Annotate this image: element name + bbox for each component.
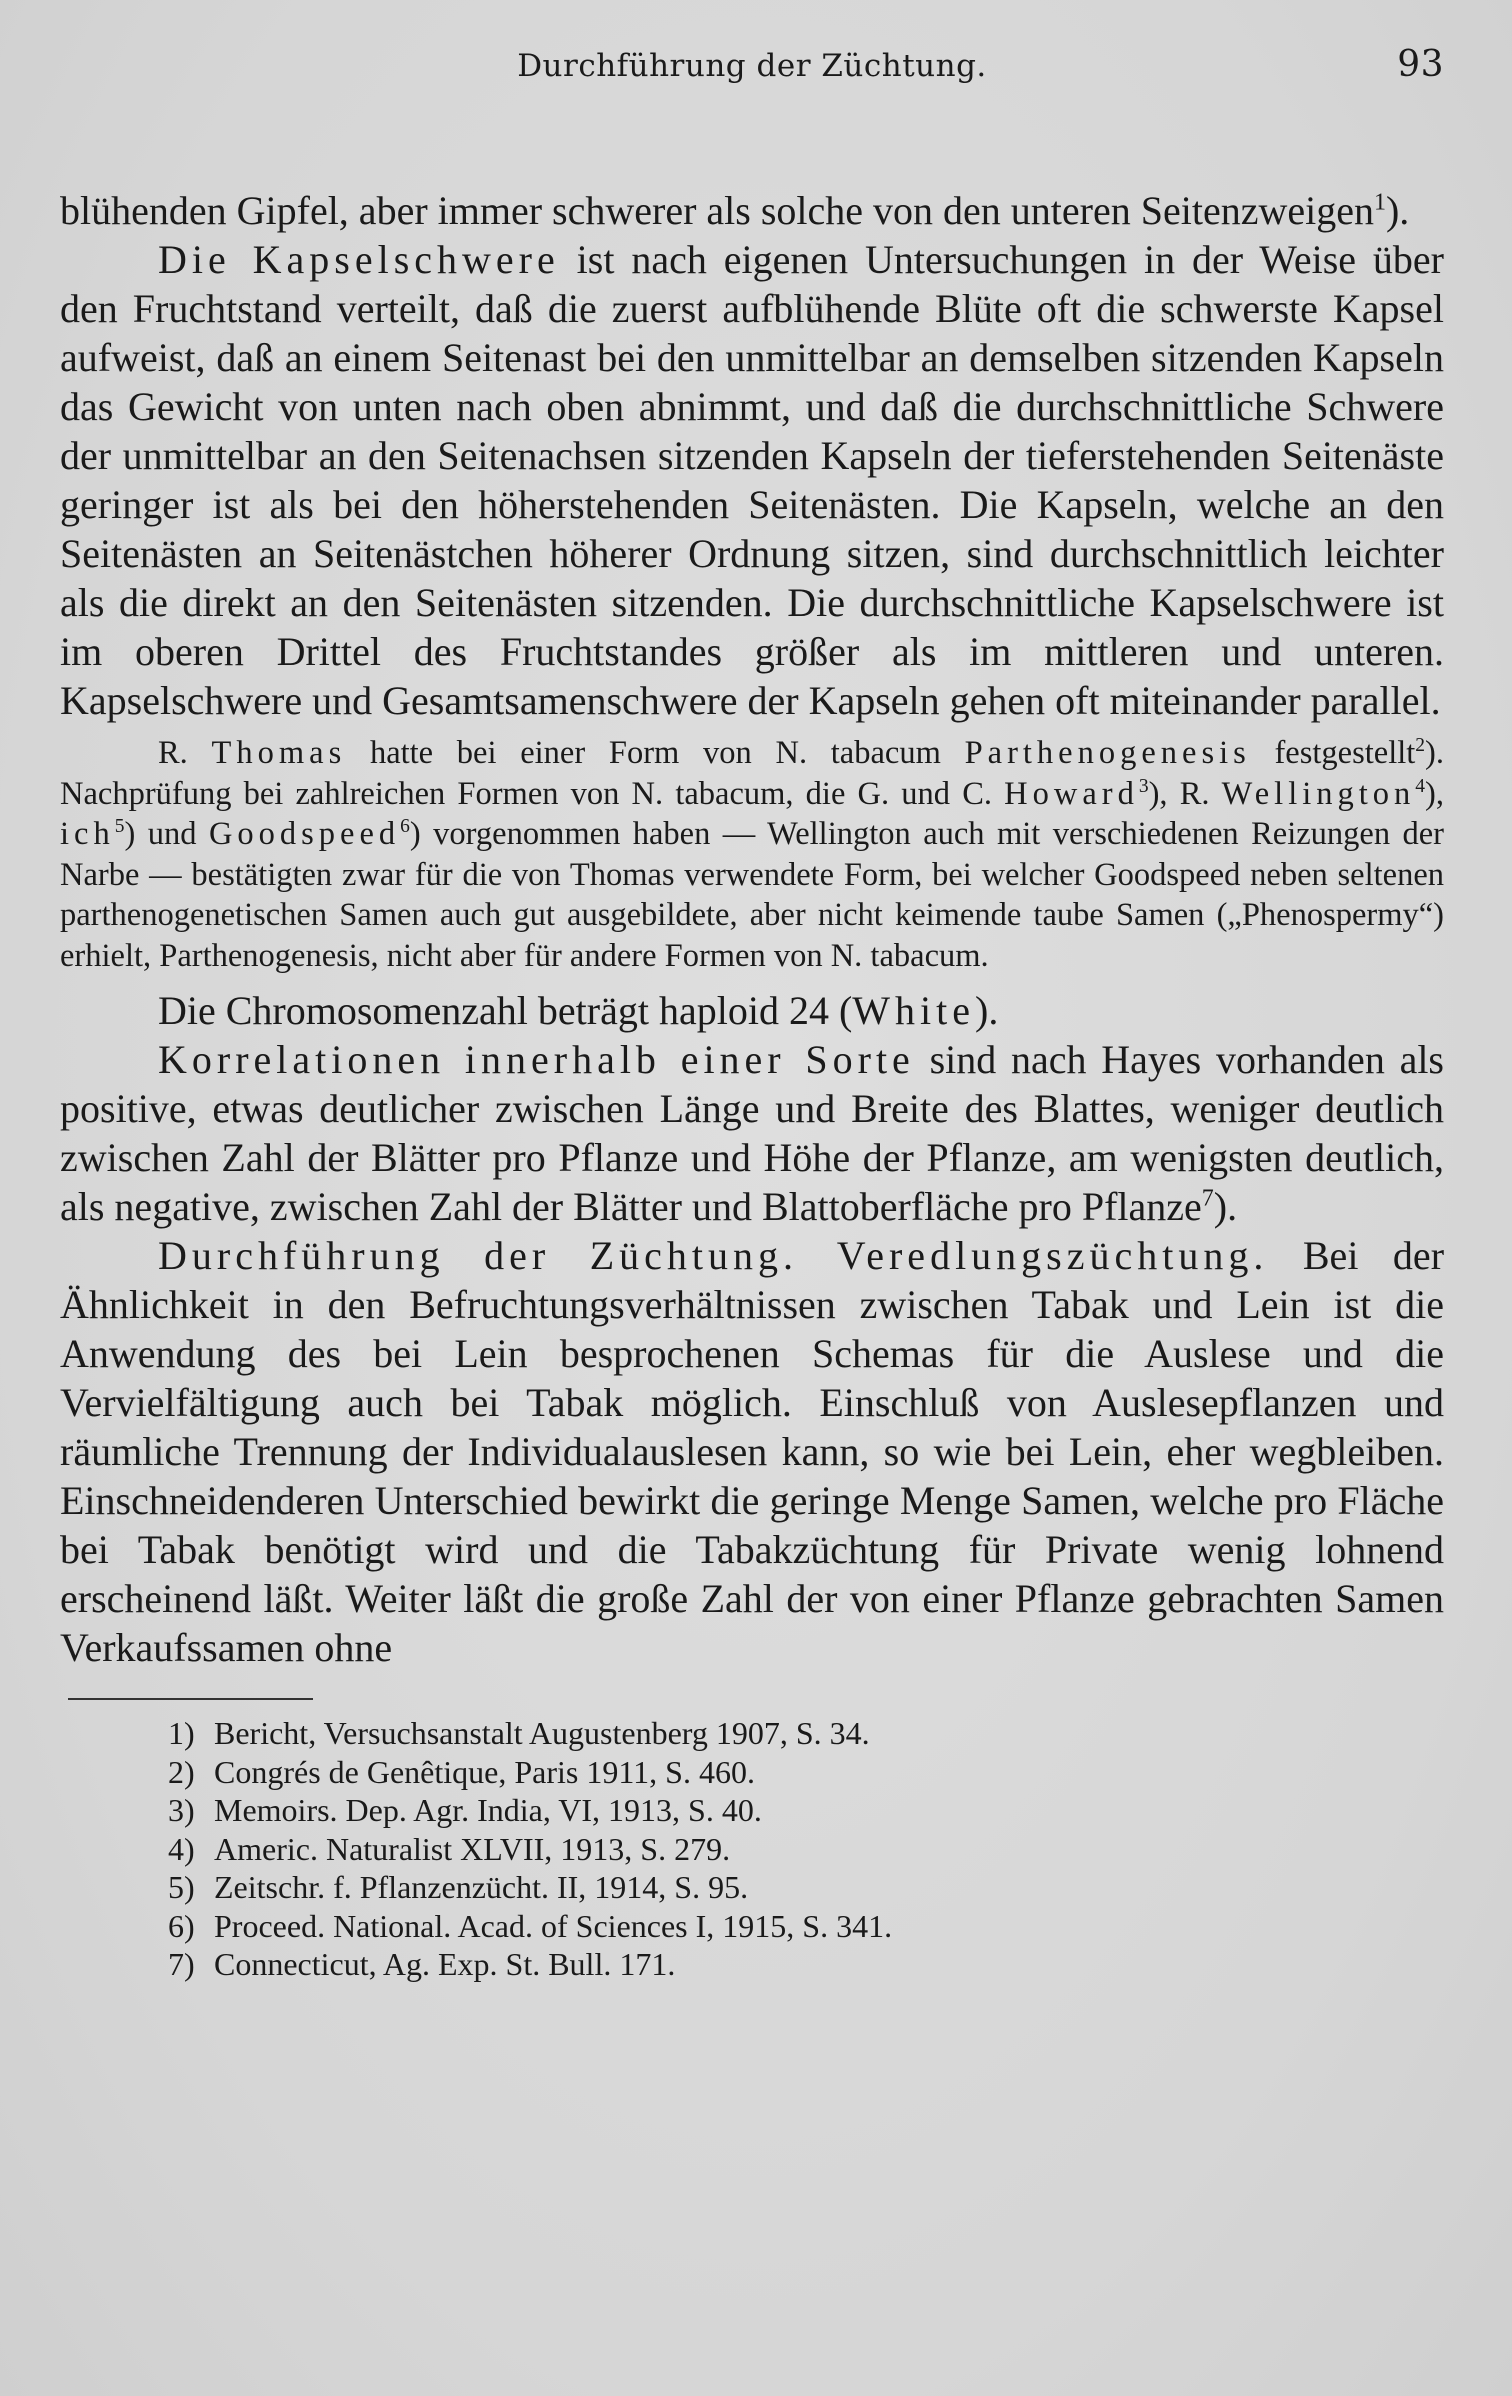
text-run: R. bbox=[158, 735, 212, 771]
text-run: festgestellt bbox=[1250, 735, 1416, 771]
footnote bbox=[168, 1714, 1444, 1753]
footnote-mark: 2) bbox=[168, 1753, 195, 1790]
paragraph-text: blühenden Gipfel, aber immer schwerer als solche von den unteren Seitenzweigen bbox=[60, 188, 1374, 233]
page-number: 93 bbox=[1397, 44, 1444, 85]
text-run: hatte bei einer Form von N. tabacum bbox=[346, 735, 965, 771]
correlation-paragraph bbox=[60, 1035, 1444, 1231]
main-text-continued bbox=[60, 986, 1444, 1672]
footnote-mark: 6) bbox=[168, 1907, 195, 1944]
footnote bbox=[168, 1791, 1444, 1830]
paragraph-kapselschwere bbox=[60, 235, 1444, 725]
footnote-mark: 1) bbox=[168, 1715, 195, 1751]
spaced-emphasis: Korrelationen innerhalb einer Sorte bbox=[158, 1037, 915, 1082]
footnote-rule bbox=[68, 1698, 313, 1700]
spaced-emphasis: Parthenogenesis bbox=[964, 735, 1251, 771]
author-name: White bbox=[852, 988, 976, 1033]
running-head-title: Durchführung der Züchtung. bbox=[517, 48, 987, 84]
text-run: ), bbox=[1425, 775, 1444, 812]
author-name: Wellington bbox=[1221, 775, 1416, 812]
small-print-section bbox=[60, 733, 1444, 976]
footnote bbox=[168, 1830, 1444, 1869]
text-run: ) und bbox=[124, 816, 209, 852]
footnote-text: Americ. Naturalist XLVII, 1913, S. 279. bbox=[214, 1830, 731, 1867]
author-name: Howard bbox=[1004, 775, 1139, 812]
footnote-mark: 5) bbox=[168, 1869, 195, 1905]
footnote bbox=[168, 1907, 1444, 1946]
footnote-text: Bericht, Versuchsanstalt Augustenberg 1907, S. 34. bbox=[214, 1715, 870, 1751]
footnote-text: Proceed. National. Acad. of Sciences I, 1915, S. 341. bbox=[214, 1907, 893, 1944]
footnotes bbox=[60, 1714, 1444, 1984]
footnote-mark: 3) bbox=[168, 1792, 195, 1828]
footnote-ref: 1 bbox=[1373, 189, 1386, 216]
footnote-mark: 7) bbox=[168, 1946, 195, 1982]
text-run: Bei der Ähnlichkeit in den Befruchtungsverhältnissen zwischen Tabak und Lein ist die Anwendung des bei Lein besprochenen Schemas für die Auslese und die Vervielfältigung auch bei Tabak möglich. Einschluß von Auslesepflanzen und räumliche Trennung der Individualauslesen kann, so wie bei Lein, eher wegbleiben. Einschneidenderen Unterschied bewirkt die geringe Menge Samen, welche pro Fläche bei Tabak benötigt wird und die Tabakzüchtung für Private wenig lohnend erscheinend läßt. Weiter läßt die große Zahl der von einer Pflanze gebrachten Samen Verkaufssamen ohne bbox=[60, 1233, 1445, 1670]
footnote-mark: 4) bbox=[168, 1830, 195, 1867]
paragraph-continued bbox=[60, 186, 1444, 235]
author-name: ich bbox=[60, 816, 115, 852]
footnote-text: Congrés de Genêtique, Paris 1911, S. 460. bbox=[214, 1753, 755, 1790]
main-text bbox=[60, 186, 1444, 725]
footnote-ref: 7 bbox=[1201, 1185, 1214, 1212]
footnote-ref: 6 bbox=[400, 816, 410, 838]
author-name: Thomas bbox=[211, 735, 347, 771]
text-run: ). bbox=[1213, 1184, 1238, 1229]
paragraph-text: ). bbox=[1385, 188, 1410, 233]
running-head bbox=[60, 40, 1444, 110]
footnote bbox=[168, 1868, 1444, 1907]
text-run: ), R. bbox=[1148, 775, 1222, 812]
subsection-heading-inline: Veredlungszüchtung. bbox=[798, 1233, 1269, 1278]
footnote-ref: 2 bbox=[1415, 735, 1426, 757]
footnote-ref: 3 bbox=[1138, 775, 1149, 797]
footnote-text: Memoirs. Dep. Agr. India, VI, 1913, S. 40. bbox=[214, 1792, 762, 1828]
text-run: Die Chromosomenzahl beträgt haploid 24 ( bbox=[158, 988, 853, 1033]
footnote bbox=[168, 1945, 1444, 1984]
footnote-text: Zeitschr. f. Pflanzenzücht. II, 1914, S. 95. bbox=[214, 1869, 749, 1905]
section-heading-inline: Durchführung der Züchtung. bbox=[158, 1233, 798, 1278]
breeding-paragraph bbox=[60, 1231, 1444, 1672]
text-run: ). Nachprüfung bei zahlreichen Formen von N. tabacum, die G. und C. bbox=[60, 735, 1444, 812]
footnote bbox=[168, 1753, 1444, 1792]
chromosome-paragraph bbox=[60, 986, 1444, 1035]
text-run: ). bbox=[975, 988, 999, 1033]
footnote-text: Connecticut, Ag. Exp. St. Bull. 171. bbox=[214, 1946, 676, 1982]
text-run: ) vorgenommen haben — Wellington auch mit verschiedenen Reizungen der Narbe — bestätigten zwar für die von Thomas verwendete Form, bei welcher Goodspeed neben seltenen parthenogenetischen Samen auch gut ausgebildete, aber nicht keimende taube Samen („Phenospermy“) erhielt, Parthenogenesis, nicht aber für andere Formen von N. tabacum. bbox=[60, 816, 1445, 974]
author-name: Goodspeed bbox=[208, 816, 401, 852]
spaced-emphasis: Die Kapselschwere bbox=[158, 237, 560, 282]
paragraph-text: ist nach eigenen Untersuchungen in der Weise über den Fruchtstand verteilt, daß die zuerst aufblühende Blüte oft die schwerste Kapsel aufweist, daß an einem Seitenast bei den unmittelbar an demselben sitzenden Kapseln das Gewicht von unten nach oben abnimmt, und daß die durchschnittliche Schwere der unmittelbar an den Seitenachsen sitzenden Kapseln der tieferstehenden Seitenäste geringer ist als bei den höherstehenden Seitenästen. Die Kapseln, welche an den Seitenästen an Seitenästchen höherer Ordnung sitzen, sind durchschnittlich leichter als die direkt an den Seitenästen sitzenden. Die durchschnittliche Kapselschwere ist im oberen Drittel des Fruchtstandes größer als im mittleren und unteren. Kapselschwere und Gesamtsamenschwere der Kapseln gehen oft miteinander parallel. bbox=[60, 237, 1444, 723]
text-run: sind nach Hayes vorhanden als positive, etwas deutlicher zwischen Länge und Breite des Blattes, weniger deutlich zwischen Zahl der Blätter pro Pflanze und Höhe der Pflanze, am wenigsten deutlich, als negative, zwischen Zahl der Blätter und Blattoberfläche pro Pflanze bbox=[60, 1037, 1444, 1229]
parthenogenesis-paragraph bbox=[60, 733, 1444, 976]
footnote-ref: 5 bbox=[114, 816, 125, 838]
footnote-ref: 4 bbox=[1415, 775, 1426, 797]
